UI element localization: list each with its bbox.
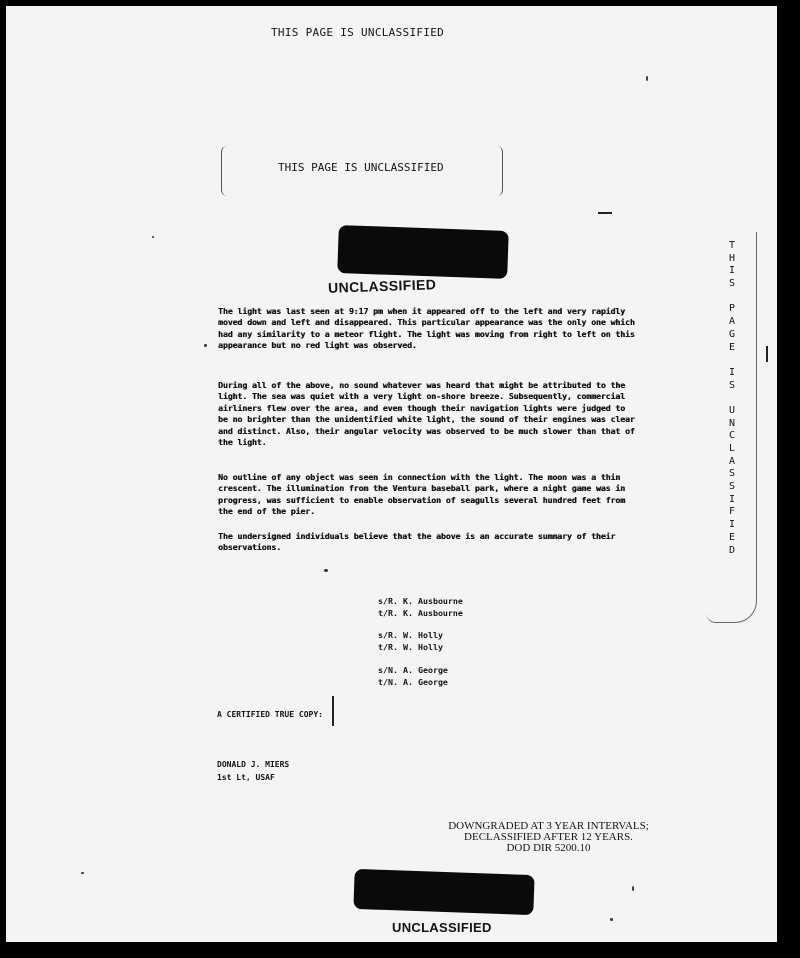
scan-artifact [632,886,634,891]
side-stamp-letter: I [728,519,736,531]
side-stamp-letter [724,392,740,405]
signature-signed: s/R. W. Holly [378,630,443,640]
side-stamp-letter: A [728,316,736,328]
paragraph-last-sighting: The light was last seen at 9:17 pm when it appeared off to the left and very rapidly moved down and left and disappeared. This particular appearance was the only one which had any similarity to a meteor flight. The light was moving from right to left on this appearance but no red light was observed. [218,306,635,351]
signature-typed: t/N. A. George [378,677,448,687]
scan-artifact [204,344,207,347]
side-stamp-letter: S [728,481,736,493]
scan-artifact [766,346,768,362]
declassify-line: DECLASSIFIED AFTER 12 YEARS. [464,831,633,843]
classification-marking-bottom: UNCLASSIFIED [392,920,492,935]
redaction-bar-top [337,225,509,279]
signature-signed: s/R. K. Ausbourne [378,596,463,606]
scan-artifact [646,76,648,81]
document-page [6,6,777,942]
header-classification: THIS PAGE IS UNCLASSIFIED [271,26,445,39]
side-stamp-letters [724,240,740,557]
classification-marking-top: UNCLASSIFIED [327,276,437,296]
side-stamp-letter: P [728,303,736,315]
side-stamp-letter: I [728,493,736,505]
certified-copy-label: A CERTIFIED TRUE COPY: [217,710,323,719]
side-stamp-letter: C [728,430,736,442]
side-stamp-letter: N [728,417,736,429]
side-stamp-letter: D [728,544,736,556]
stamp-box-text: THIS PAGE IS UNCLASSIFIED [278,161,444,174]
side-stamp-letter: A [728,455,736,467]
side-stamp-letter: H [728,252,736,264]
paragraph-summary: The undersigned individuals believe that the above is an accurate summary of their observations. [218,531,616,553]
side-stamp-letter: F [728,506,736,518]
scan-artifact [610,918,613,921]
side-stamp-letter: T [728,240,736,251]
paragraph-no-outline: No outline of any object was seen in connection with the light. The moon was a thin crescent. The illumination from the Ventura baseball park, where a night game was in progress, was sufficient to enable observation of seagulls several hundred feet from the end of the pier. [218,472,625,517]
side-stamp-letter: G [728,328,736,340]
side-stamp-letter: I [728,265,736,277]
scan-artifact [332,696,334,726]
side-stamp-letter: L [728,443,736,454]
side-stamp-letter: E [728,531,736,543]
side-stamp-letter: S [728,379,736,391]
signature-typed: t/R. K. Ausbourne [378,608,463,618]
certifier-block [217,758,289,784]
scan-artifact [598,212,612,214]
scan-artifact [152,236,154,238]
certifier-name: DONALD J. MIERS [217,760,290,769]
side-stamp-letter: S [728,468,736,480]
certifier-rank: 1st Lt, USAF [217,773,275,782]
downgrade-notice [441,821,656,854]
side-stamp-letter: E [728,341,736,353]
directive-line: DOD DIR 5200.10 [506,842,591,854]
side-stamp-letter: U [728,404,736,416]
signature-signed: s/N. A. George [378,665,448,675]
side-stamp-letter: S [728,278,736,290]
side-stamp-letter: I [728,366,736,378]
side-stamp-letter [724,354,740,367]
downgrade-line: DOWNGRADED AT 3 YEAR INTERVALS; [448,820,649,832]
redaction-bar-bottom [353,869,534,915]
side-stamp-letter [724,291,740,304]
paragraph-no-sound: During all of the above, no sound whatever was heard that might be attributed to the light. The sea was quiet with a very light on-shore breeze. Subsequently, commercial airliners flew over the area, and even though their navigation lights were judged to be no brighter than the unidentified white light, the sound of their engines was clear and distinct. Also, their angular velocity was observed to be much slower than that of the light. [218,380,635,448]
signature-typed: t/R. W. Holly [378,642,443,652]
scan-artifact [324,569,328,572]
scan-artifact [81,872,84,874]
